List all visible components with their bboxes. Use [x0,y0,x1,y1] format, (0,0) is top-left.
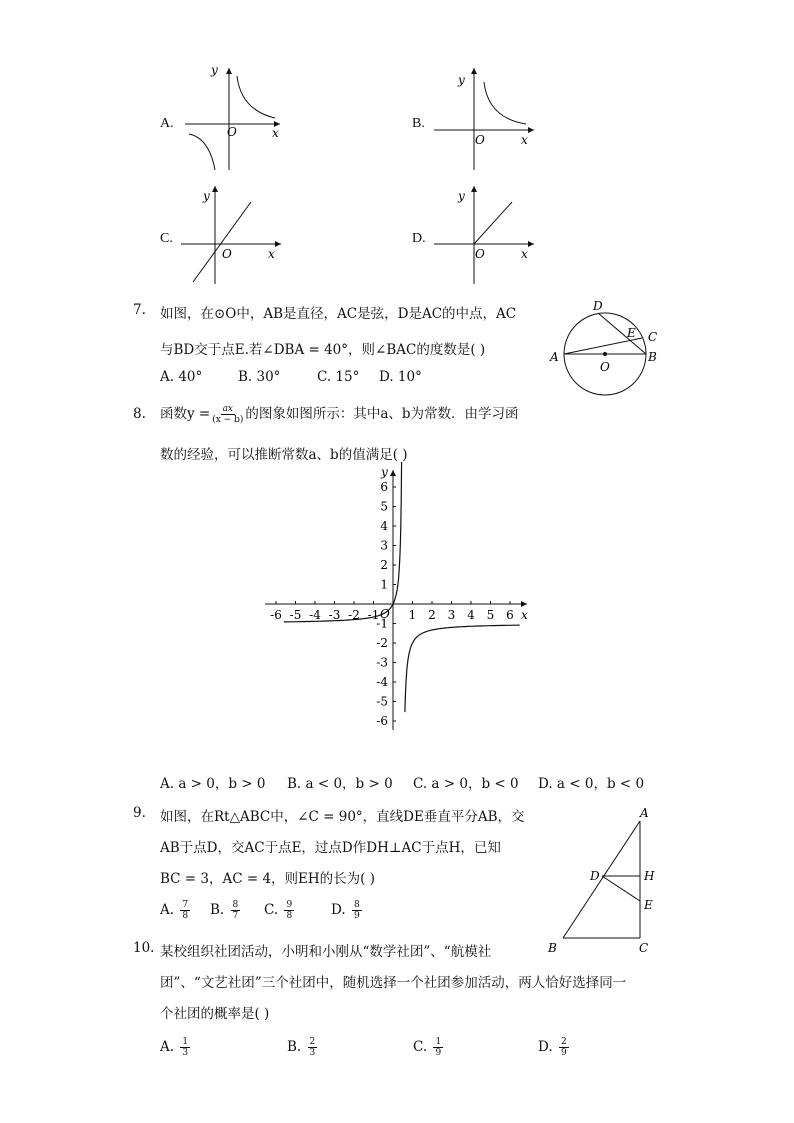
choice-d[interactable]: D. a < 0，b < 0 [538,776,645,792]
origin-label: O [475,247,485,261]
x-axis-label: x [272,126,279,140]
point-c-label: C [648,330,658,344]
point-a-label: A [640,806,649,820]
x-tick-label: 2 [428,608,436,622]
y-axis-label: y [381,465,388,479]
y-axis-label: y [203,189,210,203]
option-letter: B. [412,116,425,131]
x-tick-label: 1 [408,608,417,622]
choice-c[interactable]: C. 15° [317,369,360,385]
question-text-line-1: 某校组织社团活动，小明和小刚从“数学社团”、“航模社 [160,944,492,960]
y-axis-label: y [458,73,465,87]
y-tick-label: 4 [380,519,388,533]
question-number: 10. [133,940,155,956]
triangle-figure [545,805,665,955]
point-o-label: O [600,360,610,374]
x-axis-label: x [521,608,528,622]
circle-figure [545,295,665,405]
y-tick-label: -4 [376,675,388,689]
y-axis-label: y [211,63,218,77]
x-tick-label: -4 [309,608,321,622]
choice-b[interactable]: B. 30° [238,369,281,385]
point-a-label: A [550,350,559,364]
x-tick-label: -6 [270,608,282,622]
question-text-line-3: BC = 3，AC = 4，则EH的长为( ) [160,871,375,887]
x-axis-arrow [521,601,527,607]
question-number: 7. [133,302,146,318]
point-d-label: D [593,299,603,313]
choice-b[interactable]: B. $\frac{2}{3}$ [287,1037,316,1058]
y-tick-label: -6 [376,714,388,728]
point-e-label: E [627,326,636,340]
y-tick-label: 2 [380,558,388,572]
x-axis-label: x [521,133,528,147]
fraction-numerator: ax [222,404,234,414]
x-tick-label: -1 [367,608,380,622]
question-text-line-2: AB于点D，交AC于点E，过点D作DH⊥AC于点H，已知 [160,840,501,856]
x-axis-label: x [268,247,275,261]
choice-d[interactable]: D. $\frac{8}{9}$ [331,900,360,921]
x-tick-label: -3 [328,608,341,622]
question-number: 8. [133,406,146,422]
function-suffix: 的图象如图所示：其中a、b为常数．由学习函 [245,406,519,422]
y-axis-label: y [458,189,465,203]
point-b-label: B [648,350,657,364]
option-letter: A. [160,116,174,131]
y-tick-label: -5 [376,694,388,709]
point-c-label: C [639,941,649,955]
question-text-line-1 [160,402,519,425]
question-text-line-1: 如图，在⊙O中，AB是直径，AC是弦，D是AC的中点，AC [160,306,517,322]
choice-a[interactable]: A. $\frac{7}{8}$ [160,900,189,921]
q6-graph-a [175,62,290,177]
question-text-line-1: 如图，在Rt△ABC中，∠C = 90°，直线DE垂直平分AB，交 [160,809,525,825]
x-axis-label: x [521,247,528,261]
x-tick-label: -2 [348,608,360,622]
question-text-line-2: 团”、“文艺社团”三个社团中，随机选择一个社团参加活动，两人恰好选择同一 [160,975,627,991]
point-h-label: H [644,869,655,883]
q6-graph-d [428,180,543,290]
choice-b[interactable]: B. $\frac{8}{7}$ [210,900,239,921]
choice-a[interactable]: A. 40° [160,369,203,385]
point-b-label: B [548,941,557,955]
x-tick-label: -5 [289,608,302,622]
q6-graph-c [175,180,290,290]
y-tick-label: 1 [380,577,388,592]
point-d-label: D [590,869,600,883]
choice-c[interactable]: C. a > 0，b < 0 [413,776,519,792]
y-tick-label: 6 [380,480,388,494]
origin-label: O [222,247,232,261]
function-prefix: 函数y = [160,406,211,422]
question-text-line-2: 与BD交于点E.若∠DBA = 40°，则∠BAC的度数是( ) [160,342,486,358]
x-tick-label: 6 [506,608,514,622]
x-tick-label: 5 [486,608,495,622]
function-fraction [212,404,243,425]
origin-label: O [380,607,390,621]
choice-a[interactable]: A. $\frac{1}{3}$ [160,1037,189,1058]
choice-d[interactable]: D. 10° [379,369,422,385]
function-graph [255,462,545,737]
y-tick-label: 5 [380,499,388,514]
q6-graph-b [428,62,543,177]
choice-a[interactable]: A. a > 0，b > 0 [160,776,266,792]
choice-c[interactable]: C. $\frac{9}{8}$ [264,900,293,921]
y-tick-label: -3 [376,655,388,670]
y-tick-label: -2 [376,636,388,650]
origin-label: O [475,133,485,147]
y-axis-arrow [390,470,396,476]
origin-label: O [227,125,237,139]
option-letter: D. [412,231,426,246]
fraction-denominator: (x − b) [212,415,244,425]
choice-d[interactable]: D. $\frac{2}{9}$ [538,1037,567,1058]
option-letter: C. [160,231,173,246]
x-tick-label: 3 [447,608,456,622]
choice-b[interactable]: B. a < 0，b > 0 [287,776,393,792]
choice-c[interactable]: C. $\frac{1}{9}$ [413,1037,442,1058]
y-tick-label: -1 [376,616,388,631]
x-tick-label: 4 [467,608,475,622]
question-text-line-2: 数的经验，可以推断常数a、b的值满足( ) [160,447,408,463]
y-tick-label: 3 [380,538,388,553]
question-text-line-3: 个社团的概率是( ) [160,1006,270,1022]
question-number: 9. [133,805,146,821]
point-e-label: E [644,898,653,912]
curve-right-branch [405,625,520,712]
